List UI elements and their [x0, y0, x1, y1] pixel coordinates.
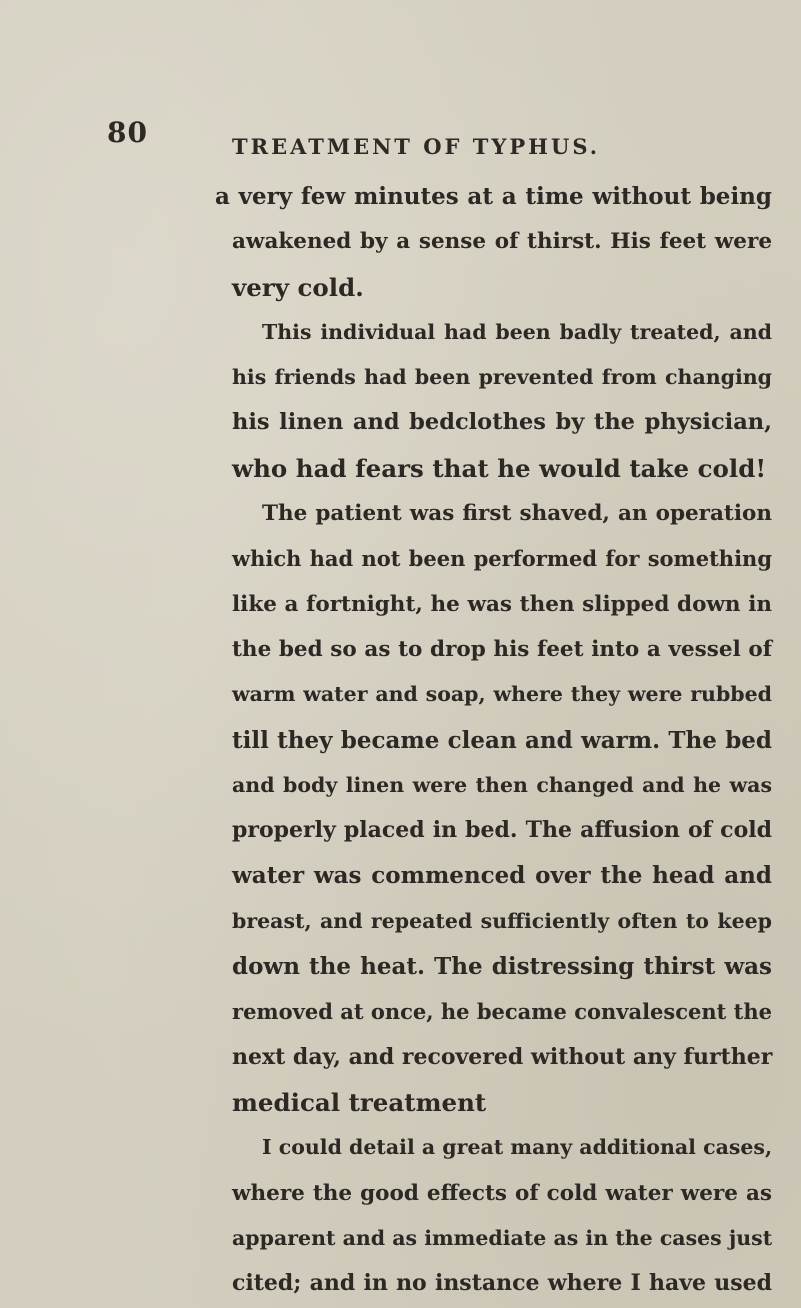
text-line: apparent and as immediate as in the cases just [232, 1225, 773, 1250]
text-line: his friends had been prevented from changing [232, 365, 772, 390]
running-head: TREATMENT OF TYPHUS. [232, 134, 601, 159]
text-line: which had not been performed for something [232, 546, 772, 572]
text-line: water was commenced over the head and [232, 862, 772, 890]
text-line: a very few minutes at a time without being [215, 183, 772, 210]
text-line: breast, and repeated sufficiently often to keep [232, 908, 772, 933]
page-number: 80 [107, 116, 148, 149]
text-line: properly placed in bed. The affusion of cold [232, 817, 772, 844]
text-line: removed at once, he became convalescent the [232, 999, 772, 1025]
text-line: medical treatment [232, 1087, 487, 1117]
paragraph-start-line: The patient was first shaved, an operation [262, 501, 772, 527]
paragraph-start-line: This individual had been badly treated, and [262, 319, 772, 344]
text-line: the bed so as to drop his feet into a vessel of [232, 636, 772, 662]
text-line: awakened by a sense of thirst. His feet were [232, 229, 772, 255]
text-line: till they became clean and warm. The bed [232, 726, 772, 754]
paragraph-start-line: I could detail a great many additional cases, [262, 1135, 773, 1160]
text-line: who had fears that he would take cold! [232, 453, 767, 483]
text-line: his linen and bedclothes by the physician, [232, 409, 772, 436]
text-line: and body linen were then changed and he was [232, 772, 772, 797]
text-line: cited; and in no instance where I have used [232, 1270, 772, 1297]
text-line: very cold. [232, 272, 364, 302]
text-line: warm water and soap, where they were rubbed [232, 682, 772, 707]
text-line: down the heat. The distressing thirst was [232, 953, 772, 981]
text-line: like a fortnight, he was then slipped down in [232, 591, 772, 617]
text-line: next day, and recovered without any further [232, 1043, 773, 1070]
body-text [215, 174, 773, 1306]
text-line: where the good effects of cold water were as [232, 1180, 772, 1206]
